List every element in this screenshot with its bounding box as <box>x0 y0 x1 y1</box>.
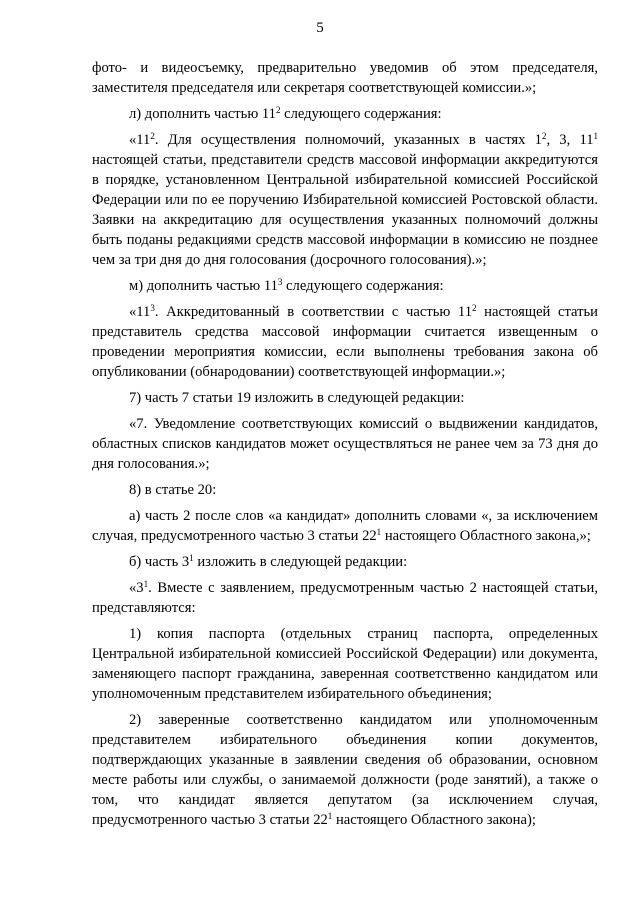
paragraph <box>92 276 598 296</box>
paragraph <box>92 414 598 474</box>
page-number: 5 <box>316 20 324 36</box>
superscript: 1 <box>593 131 598 141</box>
text-segment: фото- и видеосъемку, предварительно уведомив об этом председателя, заместителя председателя или секретаря соответствующей комиссии.»; <box>92 60 598 96</box>
paragraph <box>92 624 598 704</box>
text-segment: настоящей статьи представитель средства массовой информации считается извещенным о проведении мероприятия комиссии, если выполнены требования закона об опубликовании (обнародовании) соответствующей информации.»; <box>92 304 598 380</box>
text-segment: , 3, 11 <box>546 132 594 148</box>
text-segment: «11 <box>129 132 151 148</box>
text-segment: настоящего Областного закона); <box>332 812 536 828</box>
text-segment: настоящей статьи, представители средств массовой информации аккредитуются в порядке, установленном Центральной избирательной комиссией Российской Федерации или по ее поручению Избирательной комиссией Ростовской области. Заявки на аккредитацию для осуществления указанных полномочий должны быть поданы редакциями средств массовой информации в комиссию не позднее чем за три дня до дня голосования (досрочного голосования).»; <box>92 152 598 268</box>
superscript: 1 <box>327 811 333 821</box>
superscript: 3 <box>150 303 155 313</box>
text-segment: «7. Уведомление соответствующих комиссий о выдвижении кандидатов, областных списков кандидатов может осуществляться не ранее чем за 73 дня до дня голосования.»; <box>92 416 598 472</box>
text-segment: «11 <box>129 304 151 320</box>
superscript: 1 <box>143 579 149 589</box>
document-body <box>92 58 598 836</box>
text-segment: изложить в следующей редакции: <box>193 554 408 570</box>
text-segment: . Для осуществления полномочий, указанных в частях 1 <box>154 132 542 148</box>
superscript: 1 <box>376 527 382 537</box>
paragraph <box>92 506 598 546</box>
paragraph <box>92 710 598 830</box>
superscript: 2 <box>275 105 281 115</box>
superscript: 3 <box>277 277 283 287</box>
superscript: 2 <box>541 131 547 141</box>
paragraph <box>92 388 598 408</box>
text-segment: б) часть 3 <box>129 554 190 570</box>
paragraph <box>92 480 598 500</box>
text-segment: 1) копия паспорта (отдельных страниц паспорта, определенных Центральной избирательной комиссией Российской Федерации) или документа, заменяющего паспорт гражданина, заверенная соответственно кандидатом или уполномоченным представителем избирательного объединения; <box>92 626 598 702</box>
paragraph <box>92 302 598 382</box>
text-segment: следующего содержания: <box>282 278 444 294</box>
paragraph <box>92 578 598 618</box>
superscript: 1 <box>189 553 194 563</box>
text-segment: л) дополнить частью 11 <box>129 106 276 122</box>
text-segment: настоящего Областного закона,»; <box>381 528 591 544</box>
paragraph <box>92 130 598 270</box>
paragraph <box>92 104 598 124</box>
text-segment: 7) часть 7 статьи 19 изложить в следующей редакции: <box>129 390 465 406</box>
paragraph <box>92 552 598 572</box>
text-segment: «3 <box>129 580 144 596</box>
text-segment: а) часть 2 после слов «а кандидат» дополнить словами «, за исключением случая, предусмотренного частью 3 статьи 22 <box>92 508 598 544</box>
text-segment: 8) в статье 20: <box>129 482 217 498</box>
paragraph <box>92 58 598 98</box>
text-segment: 2) заверенные соответственно кандидатом или уполномоченным представителем избирательного объединения копии документов, подтверждающих указанные в заявлении сведения об образовании, основном месте работы или службы, о занимаемой должности (роде занятий), а также о том, что кандидат является депутатом (за исключением случая, предусмотренного частью 3 статьи 22 <box>92 712 598 828</box>
text-segment: м) дополнить частью 11 <box>129 278 278 294</box>
text-segment: следующего содержания: <box>280 106 442 122</box>
text-segment: . Вместе с заявлением, предусмотренным частью 2 настоящей статьи, представляются: <box>92 580 598 616</box>
superscript: 2 <box>150 131 155 141</box>
text-segment: . Аккредитованный в соответствии с частью 11 <box>154 304 472 320</box>
superscript: 2 <box>472 303 477 313</box>
